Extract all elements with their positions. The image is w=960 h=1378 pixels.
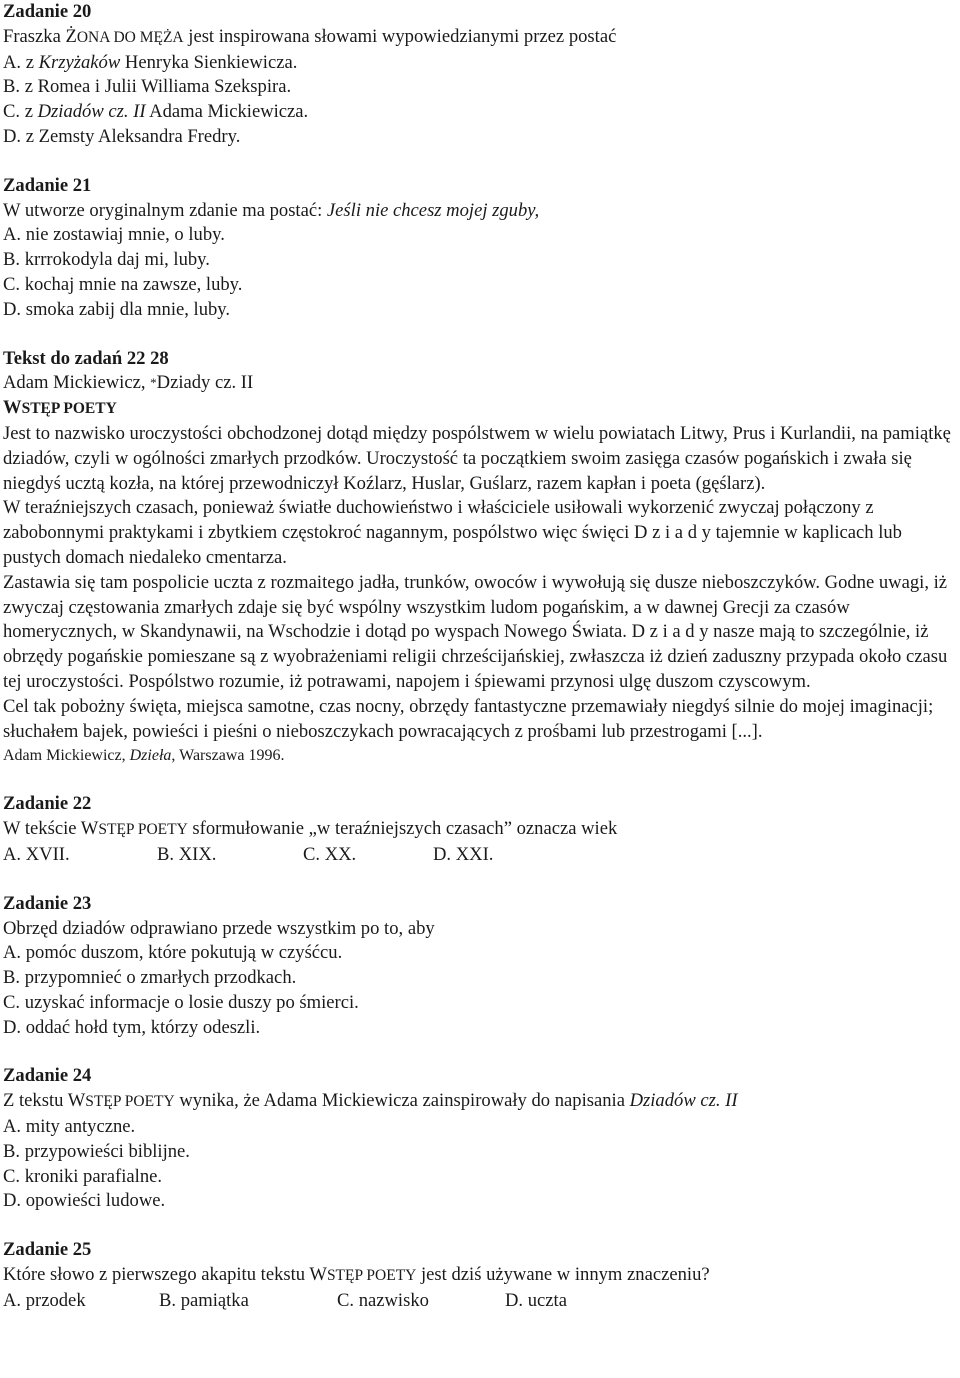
text-source (3, 744, 957, 768)
text-title: Tekst do zadań 22 28 (3, 347, 169, 369)
spacer (3, 323, 957, 347)
task-title: Zadanie 25 (3, 1239, 92, 1261)
source-place-year: , Warszawa 1996. (171, 747, 285, 765)
text-heading (3, 396, 957, 422)
paragraph-4: Cel tak pobożny święta, miejsca samotne, czas nocny, obrzędy fantastyczne przemawiały niegdyś silnie do mojej imaginacji; słuchałem bajek, powieści i pieśni o nieboszczykach powracających z prośbami lub przestrogami [...]. (3, 695, 934, 742)
reading-text (3, 347, 957, 769)
question-text: W utworze oryginalnym zdanie ma postać: (3, 199, 327, 221)
question-text: W tekście W (3, 818, 99, 840)
heading-smallcaps: STĘP POETY (21, 400, 117, 418)
task-title: Zadanie 20 (3, 1, 92, 22)
task-question (3, 817, 957, 843)
task-question (3, 1089, 957, 1115)
task-question: Obrzęd dziadów odprawiano przede wszystkim po to, aby (3, 917, 435, 939)
option-b: B. XIX. (157, 843, 217, 865)
spacer (3, 1214, 957, 1238)
options-row (3, 843, 957, 868)
task-title: Zadanie 22 (3, 793, 92, 815)
exam-page (3, 0, 957, 1314)
option-c: C. kochaj mnie na zawsze, luby. (3, 273, 243, 295)
task-title: Zadanie 23 (3, 892, 92, 914)
spacer (3, 1040, 957, 1064)
option-italic: Krzyżaków (38, 51, 121, 73)
question-text: Które słowo z pierwszego akapitu tekstu W (3, 1264, 327, 1286)
option-a: A. przodek (3, 1289, 86, 1311)
option-d: D. oddać hołd tym, którzy odeszli. (3, 1016, 261, 1038)
heading-initial: W (3, 397, 22, 419)
option-d: D. smoka zabij dla mnie, luby. (3, 298, 231, 320)
spacer (3, 768, 957, 792)
option-d: D. z Zemsty Aleksandra Fredry. (3, 125, 241, 147)
option-a: A. nie zostawiaj mnie, o luby. (3, 224, 225, 246)
source-author: Adam Mickiewicz, (3, 747, 130, 765)
question-text: Fraszka Ż (3, 25, 77, 47)
task-24 (3, 1064, 957, 1214)
option-c: C. uzyskać informacje o losie duszy po śmierci. (3, 991, 359, 1013)
author-name: Adam Mickiewicz, (3, 372, 151, 394)
option-d: D. uczta (505, 1289, 567, 1311)
task-question (3, 199, 957, 224)
task-title: Zadanie 21 (3, 174, 92, 196)
source-title: Dzieła (129, 747, 172, 765)
option-italic: Dziadów cz. II (37, 101, 146, 123)
option-c (3, 100, 957, 125)
paragraph-3: Zastawia się tam pospolicie uczta z rozmaitego jadła, trunków, owoców i wywołują się dusze nieboszczyków. Godne uwagi, iż zwyczaj częstowania zmarłych zdaje się być wspólny wszystkim ludom pogańskim, a w dawnej Grecji za czasów homerycznych, w Skandynawii, na Wschodzie i dotąd po wyspach Nowego Świata. D z i a d y nasze mają to szczególnie, iż obrzędy pogańskie pomieszane są z wyobrażeniami religii chrześcijańskiej, zwłaszcza iż dzień zaduszny przypada około czasu tej uroczystości. Pospólstwo rozumie, iż potrawami, napojem i śpiewami przynosi ulgę duszom czyscowym. (3, 571, 948, 692)
title-smallcaps: STĘP POETY (85, 1093, 175, 1111)
task-23 (3, 892, 957, 1041)
task-title: Zadanie 24 (3, 1065, 92, 1087)
option-d: D. XXI. (433, 843, 494, 865)
task-20 (3, 0, 957, 150)
option-c: C. XX. (303, 843, 357, 865)
work-title: Dziady cz. II (156, 372, 254, 394)
title-smallcaps: ONA DO MĘŻA (76, 28, 184, 46)
work-title: Dziadów cz. II (629, 1090, 738, 1112)
question-text: jest dziś używane w innym znaczeniu? (416, 1264, 710, 1286)
paragraph-2: W teraźniejszych czasach, ponieważ światłe duchowieństwo i właściciele usiłowali wykorzenić zwyczaj połączony z zabobonnymi praktykami i zbytkiem częstokroć nagannym, pospólstwo więc święci D z i a d y tajemnie w kaplicach lub pustych domach niedaleko cmentarza. (3, 497, 902, 568)
text-author (3, 371, 957, 396)
option-a: A. mity antyczne. (3, 1116, 136, 1138)
paragraph-1: Jest to nazwisko uroczystości obchodzonej dotąd między pospólstwem w wielu powiatach Litwy, Prus i Kurlandii, na pamiątkę dziadów, czyli w ogólności zmarłych przodków. Uroczystość ta początkiem swoim zasięga czasów pogańskich i zwała się niegdyś ucztą kozła, na której przewodniczył Koźlarz, Huslar, Guślarz, razem kapłan i poeta (gęślarz). (3, 422, 951, 494)
option-b: B. z Romea i Julii Williama Szekspira. (3, 76, 292, 98)
option-text: Henryka Sienkiewicza. (120, 51, 298, 73)
option-b: B. krrrokodyla daj mi, luby. (3, 249, 210, 271)
question-text: sformułowanie „w teraźniejszych czasach” oznacza wiek (187, 818, 618, 840)
option-b: B. przypomnieć o zmarłych przodkach. (3, 967, 297, 989)
options-row (3, 1289, 957, 1314)
spacer (3, 150, 957, 174)
option-b: B. pamiątka (159, 1289, 249, 1311)
question-quote: Jeśli nie chcesz mojej zguby, (326, 199, 540, 221)
title-smallcaps: STĘP POETY (326, 1267, 417, 1285)
option-a (3, 51, 957, 76)
question-text: wynika, że Adama Mickiewicza zainspirowały do napisania (174, 1090, 630, 1112)
title-smallcaps: STĘP POETY (98, 821, 188, 839)
option-text: Adama Mickiewicza. (145, 101, 309, 123)
option-c: C. nazwisko (337, 1289, 429, 1311)
question-text: jest inspirowana słowami wypowiedzianymi przez postać (183, 25, 617, 47)
task-21 (3, 174, 957, 323)
option-label: A. z (3, 51, 39, 73)
option-c: C. kroniki parafialne. (3, 1165, 163, 1187)
question-text: Z tekstu W (3, 1090, 86, 1112)
option-a: A. XVII. (3, 843, 70, 865)
task-question (3, 1263, 957, 1289)
option-label: C. z (3, 101, 38, 123)
task-question (3, 25, 957, 51)
option-d: D. opowieści ludowe. (3, 1190, 166, 1212)
task-22 (3, 792, 957, 867)
option-b: B. przypowieści biblijne. (3, 1140, 190, 1162)
spacer (3, 868, 957, 892)
option-a: A. pomóc duszom, które pokutują w czyśćcu. (3, 942, 343, 964)
footnote-star: * (150, 375, 157, 391)
task-25 (3, 1238, 957, 1313)
